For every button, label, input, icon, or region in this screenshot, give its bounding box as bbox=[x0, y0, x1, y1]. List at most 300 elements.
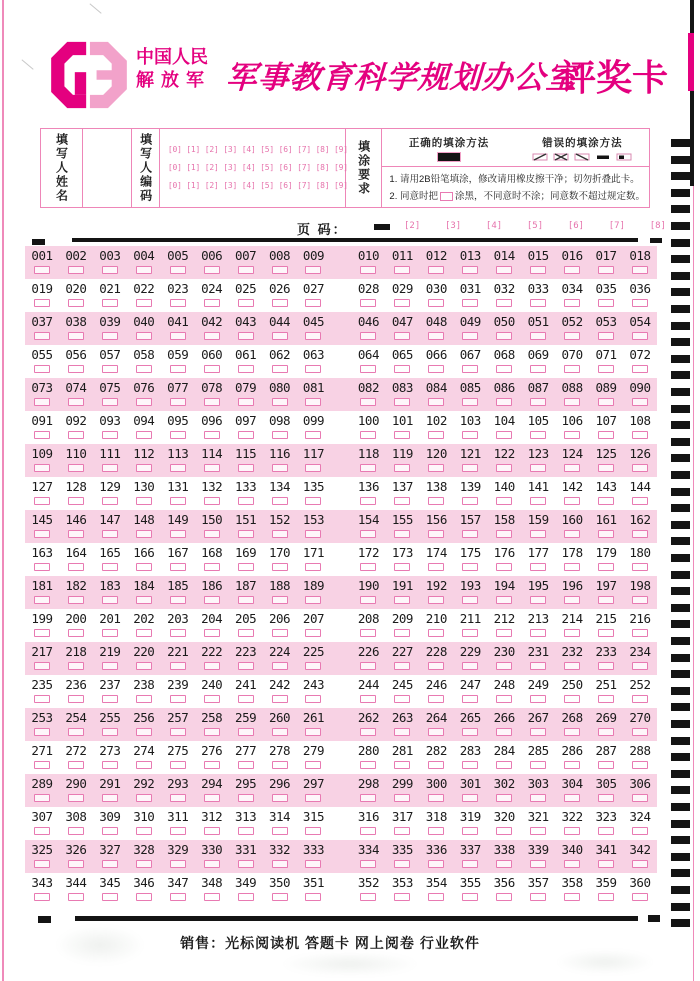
mark-bubble[interactable] bbox=[462, 827, 478, 835]
mark-bubble[interactable] bbox=[136, 266, 152, 274]
mark-bubble[interactable] bbox=[238, 431, 254, 439]
mark-bubble[interactable] bbox=[68, 596, 84, 604]
mark-bubble[interactable] bbox=[394, 431, 410, 439]
mark-bubble[interactable] bbox=[394, 398, 410, 406]
mark-bubble[interactable] bbox=[238, 662, 254, 670]
mark-bubble[interactable] bbox=[530, 530, 546, 538]
mark-bubble[interactable] bbox=[496, 596, 512, 604]
mark-bubble[interactable] bbox=[68, 893, 84, 901]
mark-bubble[interactable] bbox=[632, 662, 648, 670]
mark-bubble[interactable] bbox=[34, 299, 50, 307]
mark-bubble[interactable] bbox=[394, 794, 410, 802]
mark-bubble[interactable] bbox=[394, 596, 410, 604]
mark-bubble[interactable] bbox=[530, 860, 546, 868]
mark-bubble[interactable] bbox=[598, 860, 614, 868]
mark-bubble[interactable] bbox=[496, 398, 512, 406]
mark-bubble[interactable] bbox=[462, 299, 478, 307]
mark-bubble[interactable] bbox=[598, 464, 614, 472]
mark-bubble[interactable] bbox=[496, 365, 512, 373]
mark-bubble[interactable] bbox=[68, 629, 84, 637]
mark-bubble[interactable] bbox=[305, 695, 321, 703]
mark-bubble[interactable] bbox=[462, 761, 478, 769]
digit-bubble-row[interactable]: [0] [1] [2] [3] [4] [5] [6] [7] [8] [9] bbox=[167, 145, 348, 154]
mark-bubble[interactable] bbox=[68, 266, 84, 274]
mark-bubble[interactable] bbox=[68, 563, 84, 571]
mark-bubble[interactable] bbox=[272, 266, 288, 274]
mark-bubble[interactable] bbox=[564, 827, 580, 835]
mark-bubble[interactable] bbox=[462, 695, 478, 703]
mark-bubble[interactable] bbox=[305, 728, 321, 736]
mark-bubble[interactable] bbox=[238, 761, 254, 769]
mark-bubble[interactable] bbox=[34, 662, 50, 670]
mark-bubble[interactable] bbox=[204, 728, 220, 736]
mark-bubble[interactable] bbox=[238, 464, 254, 472]
mark-bubble[interactable] bbox=[34, 860, 50, 868]
page-number-option[interactable]: [5] bbox=[526, 221, 544, 231]
mark-bubble[interactable] bbox=[102, 728, 118, 736]
mark-bubble[interactable] bbox=[428, 464, 444, 472]
mark-bubble[interactable] bbox=[360, 893, 376, 901]
mark-bubble[interactable] bbox=[170, 398, 186, 406]
mark-bubble[interactable] bbox=[68, 662, 84, 670]
mark-bubble[interactable] bbox=[136, 464, 152, 472]
mark-bubble[interactable] bbox=[272, 761, 288, 769]
mark-bubble[interactable] bbox=[564, 266, 580, 274]
mark-bubble[interactable] bbox=[170, 431, 186, 439]
mark-bubble[interactable] bbox=[238, 398, 254, 406]
mark-bubble[interactable] bbox=[305, 827, 321, 835]
mark-bubble[interactable] bbox=[238, 299, 254, 307]
mark-bubble[interactable] bbox=[564, 695, 580, 703]
mark-bubble[interactable] bbox=[632, 761, 648, 769]
mark-bubble[interactable] bbox=[34, 761, 50, 769]
mark-bubble[interactable] bbox=[136, 530, 152, 538]
mark-bubble[interactable] bbox=[564, 629, 580, 637]
mark-bubble[interactable] bbox=[102, 629, 118, 637]
mark-bubble[interactable] bbox=[462, 893, 478, 901]
mark-bubble[interactable] bbox=[564, 530, 580, 538]
mark-bubble[interactable] bbox=[496, 827, 512, 835]
mark-bubble[interactable] bbox=[34, 596, 50, 604]
mark-bubble[interactable] bbox=[360, 695, 376, 703]
mark-bubble[interactable] bbox=[102, 365, 118, 373]
mark-bubble[interactable] bbox=[272, 464, 288, 472]
mark-bubble[interactable] bbox=[360, 662, 376, 670]
mark-bubble[interactable] bbox=[34, 365, 50, 373]
mark-bubble[interactable] bbox=[68, 695, 84, 703]
mark-bubble[interactable] bbox=[564, 794, 580, 802]
page-number-option[interactable]: [2] bbox=[404, 221, 421, 231]
mark-bubble[interactable] bbox=[204, 398, 220, 406]
mark-bubble[interactable] bbox=[238, 497, 254, 505]
mark-bubble[interactable] bbox=[34, 695, 50, 703]
mark-bubble[interactable] bbox=[68, 860, 84, 868]
mark-bubble[interactable] bbox=[102, 695, 118, 703]
mark-bubble[interactable] bbox=[360, 365, 376, 373]
mark-bubble[interactable] bbox=[428, 761, 444, 769]
mark-bubble[interactable] bbox=[305, 596, 321, 604]
mark-bubble[interactable] bbox=[496, 332, 512, 340]
mark-bubble[interactable] bbox=[428, 728, 444, 736]
mark-bubble[interactable] bbox=[102, 530, 118, 538]
mark-bubble[interactable] bbox=[136, 299, 152, 307]
mark-bubble[interactable] bbox=[34, 893, 50, 901]
mark-bubble[interactable] bbox=[496, 629, 512, 637]
mark-bubble[interactable] bbox=[564, 860, 580, 868]
mark-bubble[interactable] bbox=[598, 893, 614, 901]
mark-bubble[interactable] bbox=[530, 893, 546, 901]
mark-bubble[interactable] bbox=[360, 761, 376, 769]
mark-bubble[interactable] bbox=[102, 662, 118, 670]
mark-bubble[interactable] bbox=[204, 563, 220, 571]
mark-bubble[interactable] bbox=[204, 761, 220, 769]
mark-bubble[interactable] bbox=[496, 431, 512, 439]
mark-bubble[interactable] bbox=[632, 365, 648, 373]
mark-bubble[interactable] bbox=[564, 299, 580, 307]
page-1-filled-mark[interactable] bbox=[374, 224, 390, 230]
mark-bubble[interactable] bbox=[305, 266, 321, 274]
mark-bubble[interactable] bbox=[68, 497, 84, 505]
mark-bubble[interactable] bbox=[428, 794, 444, 802]
mark-bubble[interactable] bbox=[530, 629, 546, 637]
mark-bubble[interactable] bbox=[305, 629, 321, 637]
mark-bubble[interactable] bbox=[632, 860, 648, 868]
mark-bubble[interactable] bbox=[394, 827, 410, 835]
mark-bubble[interactable] bbox=[272, 497, 288, 505]
mark-bubble[interactable] bbox=[102, 431, 118, 439]
mark-bubble[interactable] bbox=[428, 563, 444, 571]
mark-bubble[interactable] bbox=[428, 530, 444, 538]
mark-bubble[interactable] bbox=[428, 893, 444, 901]
mark-bubble[interactable] bbox=[136, 398, 152, 406]
mark-bubble[interactable] bbox=[68, 827, 84, 835]
mark-bubble[interactable] bbox=[360, 860, 376, 868]
mark-bubble[interactable] bbox=[102, 893, 118, 901]
mark-bubble[interactable] bbox=[564, 332, 580, 340]
mark-bubble[interactable] bbox=[360, 464, 376, 472]
mark-bubble[interactable] bbox=[305, 431, 321, 439]
name-input-cell[interactable] bbox=[83, 129, 132, 207]
mark-bubble[interactable] bbox=[360, 563, 376, 571]
mark-bubble[interactable] bbox=[102, 860, 118, 868]
mark-bubble[interactable] bbox=[170, 497, 186, 505]
mark-bubble[interactable] bbox=[34, 266, 50, 274]
mark-bubble[interactable] bbox=[462, 332, 478, 340]
mark-bubble[interactable] bbox=[136, 860, 152, 868]
mark-bubble[interactable] bbox=[272, 365, 288, 373]
mark-bubble[interactable] bbox=[170, 761, 186, 769]
mark-bubble[interactable] bbox=[394, 464, 410, 472]
mark-bubble[interactable] bbox=[462, 860, 478, 868]
mark-bubble[interactable] bbox=[170, 860, 186, 868]
mark-bubble[interactable] bbox=[305, 794, 321, 802]
mark-bubble[interactable] bbox=[564, 365, 580, 373]
mark-bubble[interactable] bbox=[632, 728, 648, 736]
mark-bubble[interactable] bbox=[238, 365, 254, 373]
mark-bubble[interactable] bbox=[170, 563, 186, 571]
mark-bubble[interactable] bbox=[632, 695, 648, 703]
mark-bubble[interactable] bbox=[102, 398, 118, 406]
mark-bubble[interactable] bbox=[394, 266, 410, 274]
mark-bubble[interactable] bbox=[564, 596, 580, 604]
mark-bubble[interactable] bbox=[496, 662, 512, 670]
mark-bubble[interactable] bbox=[496, 563, 512, 571]
mark-bubble[interactable] bbox=[136, 761, 152, 769]
mark-bubble[interactable] bbox=[462, 794, 478, 802]
mark-bubble[interactable] bbox=[564, 761, 580, 769]
mark-bubble[interactable] bbox=[102, 266, 118, 274]
mark-bubble[interactable] bbox=[598, 431, 614, 439]
mark-bubble[interactable] bbox=[632, 497, 648, 505]
mark-bubble[interactable] bbox=[530, 827, 546, 835]
mark-bubble[interactable] bbox=[632, 266, 648, 274]
mark-bubble[interactable] bbox=[204, 266, 220, 274]
mark-bubble[interactable] bbox=[68, 431, 84, 439]
mark-bubble[interactable] bbox=[305, 497, 321, 505]
mark-bubble[interactable] bbox=[462, 365, 478, 373]
mark-bubble[interactable] bbox=[204, 794, 220, 802]
mark-bubble[interactable] bbox=[204, 365, 220, 373]
mark-bubble[interactable] bbox=[598, 695, 614, 703]
mark-bubble[interactable] bbox=[496, 728, 512, 736]
mark-bubble[interactable] bbox=[462, 662, 478, 670]
mark-bubble[interactable] bbox=[305, 464, 321, 472]
mark-bubble[interactable] bbox=[68, 398, 84, 406]
mark-bubble[interactable] bbox=[394, 860, 410, 868]
mark-bubble[interactable] bbox=[305, 365, 321, 373]
mark-bubble[interactable] bbox=[204, 695, 220, 703]
mark-bubble[interactable] bbox=[428, 860, 444, 868]
mark-bubble[interactable] bbox=[238, 563, 254, 571]
mark-bubble[interactable] bbox=[136, 596, 152, 604]
mark-bubble[interactable] bbox=[170, 266, 186, 274]
mark-bubble[interactable] bbox=[428, 629, 444, 637]
mark-bubble[interactable] bbox=[170, 530, 186, 538]
mark-bubble[interactable] bbox=[530, 728, 546, 736]
mark-bubble[interactable] bbox=[204, 596, 220, 604]
mark-bubble[interactable] bbox=[204, 497, 220, 505]
mark-bubble[interactable] bbox=[598, 398, 614, 406]
mark-bubble[interactable] bbox=[632, 893, 648, 901]
mark-bubble[interactable] bbox=[496, 695, 512, 703]
mark-bubble[interactable] bbox=[394, 365, 410, 373]
mark-bubble[interactable] bbox=[136, 365, 152, 373]
mark-bubble[interactable] bbox=[170, 695, 186, 703]
mark-bubble[interactable] bbox=[598, 332, 614, 340]
mark-bubble[interactable] bbox=[598, 662, 614, 670]
mark-bubble[interactable] bbox=[170, 332, 186, 340]
mark-bubble[interactable] bbox=[360, 398, 376, 406]
mark-bubble[interactable] bbox=[238, 827, 254, 835]
mark-bubble[interactable] bbox=[632, 794, 648, 802]
mark-bubble[interactable] bbox=[632, 431, 648, 439]
mark-bubble[interactable] bbox=[632, 464, 648, 472]
mark-bubble[interactable] bbox=[272, 893, 288, 901]
mark-bubble[interactable] bbox=[204, 431, 220, 439]
mark-bubble[interactable] bbox=[272, 860, 288, 868]
mark-bubble[interactable] bbox=[394, 728, 410, 736]
mark-bubble[interactable] bbox=[102, 497, 118, 505]
mark-bubble[interactable] bbox=[632, 827, 648, 835]
mark-bubble[interactable] bbox=[564, 563, 580, 571]
mark-bubble[interactable] bbox=[394, 761, 410, 769]
mark-bubble[interactable] bbox=[136, 332, 152, 340]
mark-bubble[interactable] bbox=[238, 860, 254, 868]
mark-bubble[interactable] bbox=[530, 794, 546, 802]
mark-bubble[interactable] bbox=[136, 662, 152, 670]
mark-bubble[interactable] bbox=[238, 629, 254, 637]
mark-bubble[interactable] bbox=[394, 695, 410, 703]
mark-bubble[interactable] bbox=[305, 761, 321, 769]
mark-bubble[interactable] bbox=[632, 563, 648, 571]
mark-bubble[interactable] bbox=[598, 629, 614, 637]
mark-bubble[interactable] bbox=[170, 662, 186, 670]
mark-bubble[interactable] bbox=[462, 629, 478, 637]
mark-bubble[interactable] bbox=[305, 332, 321, 340]
mark-bubble[interactable] bbox=[204, 530, 220, 538]
mark-bubble[interactable] bbox=[204, 299, 220, 307]
mark-bubble[interactable] bbox=[68, 530, 84, 538]
mark-bubble[interactable] bbox=[632, 530, 648, 538]
mark-bubble[interactable] bbox=[394, 530, 410, 538]
mark-bubble[interactable] bbox=[204, 893, 220, 901]
mark-bubble[interactable] bbox=[598, 728, 614, 736]
mark-bubble[interactable] bbox=[598, 266, 614, 274]
mark-bubble[interactable] bbox=[238, 893, 254, 901]
mark-bubble[interactable] bbox=[564, 893, 580, 901]
mark-bubble[interactable] bbox=[530, 596, 546, 604]
mark-bubble[interactable] bbox=[238, 530, 254, 538]
mark-bubble[interactable] bbox=[360, 431, 376, 439]
mark-bubble[interactable] bbox=[68, 299, 84, 307]
mark-bubble[interactable] bbox=[632, 299, 648, 307]
mark-bubble[interactable] bbox=[598, 497, 614, 505]
mark-bubble[interactable] bbox=[272, 299, 288, 307]
mark-bubble[interactable] bbox=[496, 464, 512, 472]
mark-bubble[interactable] bbox=[102, 563, 118, 571]
mark-bubble[interactable] bbox=[360, 299, 376, 307]
mark-bubble[interactable] bbox=[238, 332, 254, 340]
mark-bubble[interactable] bbox=[204, 662, 220, 670]
mark-bubble[interactable] bbox=[136, 827, 152, 835]
mark-bubble[interactable] bbox=[496, 299, 512, 307]
mark-bubble[interactable] bbox=[428, 365, 444, 373]
mark-bubble[interactable] bbox=[34, 398, 50, 406]
page-number-option[interactable]: [6] bbox=[567, 221, 585, 231]
mark-bubble[interactable] bbox=[564, 662, 580, 670]
mark-bubble[interactable] bbox=[102, 299, 118, 307]
mark-bubble[interactable] bbox=[632, 398, 648, 406]
mark-bubble[interactable] bbox=[530, 662, 546, 670]
mark-bubble[interactable] bbox=[394, 662, 410, 670]
mark-bubble[interactable] bbox=[136, 629, 152, 637]
mark-bubble[interactable] bbox=[272, 398, 288, 406]
mark-bubble[interactable] bbox=[204, 464, 220, 472]
mark-bubble[interactable] bbox=[170, 794, 186, 802]
mark-bubble[interactable] bbox=[530, 266, 546, 274]
mark-bubble[interactable] bbox=[496, 794, 512, 802]
mark-bubble[interactable] bbox=[598, 365, 614, 373]
mark-bubble[interactable] bbox=[136, 728, 152, 736]
mark-bubble[interactable] bbox=[272, 794, 288, 802]
mark-bubble[interactable] bbox=[394, 563, 410, 571]
mark-bubble[interactable] bbox=[598, 761, 614, 769]
mark-bubble[interactable] bbox=[360, 728, 376, 736]
mark-bubble[interactable] bbox=[68, 761, 84, 769]
mark-bubble[interactable] bbox=[305, 299, 321, 307]
mark-bubble[interactable] bbox=[428, 431, 444, 439]
mark-bubble[interactable] bbox=[34, 629, 50, 637]
mark-bubble[interactable] bbox=[68, 365, 84, 373]
page-number-option[interactable]: [4] bbox=[485, 221, 503, 231]
mark-bubble[interactable] bbox=[68, 464, 84, 472]
mark-bubble[interactable] bbox=[170, 728, 186, 736]
mark-bubble[interactable] bbox=[394, 299, 410, 307]
mark-bubble[interactable] bbox=[394, 332, 410, 340]
mark-bubble[interactable] bbox=[360, 530, 376, 538]
mark-bubble[interactable] bbox=[360, 596, 376, 604]
mark-bubble[interactable] bbox=[462, 596, 478, 604]
mark-bubble[interactable] bbox=[305, 662, 321, 670]
mark-bubble[interactable] bbox=[68, 794, 84, 802]
mark-bubble[interactable] bbox=[102, 596, 118, 604]
mark-bubble[interactable] bbox=[428, 266, 444, 274]
mark-bubble[interactable] bbox=[564, 464, 580, 472]
mark-bubble[interactable] bbox=[530, 695, 546, 703]
mark-bubble[interactable] bbox=[34, 497, 50, 505]
mark-bubble[interactable] bbox=[530, 497, 546, 505]
mark-bubble[interactable] bbox=[204, 629, 220, 637]
mark-bubble[interactable] bbox=[632, 629, 648, 637]
mark-bubble[interactable] bbox=[170, 464, 186, 472]
mark-bubble[interactable] bbox=[272, 596, 288, 604]
mark-bubble[interactable] bbox=[496, 497, 512, 505]
mark-bubble[interactable] bbox=[530, 464, 546, 472]
mark-bubble[interactable] bbox=[496, 761, 512, 769]
mark-bubble[interactable] bbox=[305, 860, 321, 868]
mark-bubble[interactable] bbox=[598, 794, 614, 802]
mark-bubble[interactable] bbox=[632, 596, 648, 604]
mark-bubble[interactable] bbox=[360, 794, 376, 802]
mark-bubble[interactable] bbox=[34, 728, 50, 736]
mark-bubble[interactable] bbox=[102, 794, 118, 802]
mark-bubble[interactable] bbox=[34, 563, 50, 571]
mark-bubble[interactable] bbox=[170, 596, 186, 604]
mark-bubble[interactable] bbox=[632, 332, 648, 340]
mark-bubble[interactable] bbox=[462, 431, 478, 439]
mark-bubble[interactable] bbox=[564, 728, 580, 736]
mark-bubble[interactable] bbox=[496, 893, 512, 901]
mark-bubble[interactable] bbox=[170, 629, 186, 637]
digit-bubble-row[interactable]: [0] [1] [2] [3] [4] [5] [6] [7] [8] [9] bbox=[167, 181, 348, 190]
mark-bubble[interactable] bbox=[272, 332, 288, 340]
mark-bubble[interactable] bbox=[34, 530, 50, 538]
digit-bubble-row[interactable]: [0] [1] [2] [3] [4] [5] [6] [7] [8] [9] bbox=[167, 163, 348, 172]
page-number-option[interactable]: [7] bbox=[608, 221, 626, 231]
mark-bubble[interactable] bbox=[102, 761, 118, 769]
mark-bubble[interactable] bbox=[360, 827, 376, 835]
mark-bubble[interactable] bbox=[136, 794, 152, 802]
mark-bubble[interactable] bbox=[564, 497, 580, 505]
mark-bubble[interactable] bbox=[305, 530, 321, 538]
mark-bubble[interactable] bbox=[530, 332, 546, 340]
mark-bubble[interactable] bbox=[170, 365, 186, 373]
mark-bubble[interactable] bbox=[305, 398, 321, 406]
mark-bubble[interactable] bbox=[394, 893, 410, 901]
mark-bubble[interactable] bbox=[136, 563, 152, 571]
mark-bubble[interactable] bbox=[102, 827, 118, 835]
mark-bubble[interactable] bbox=[68, 332, 84, 340]
